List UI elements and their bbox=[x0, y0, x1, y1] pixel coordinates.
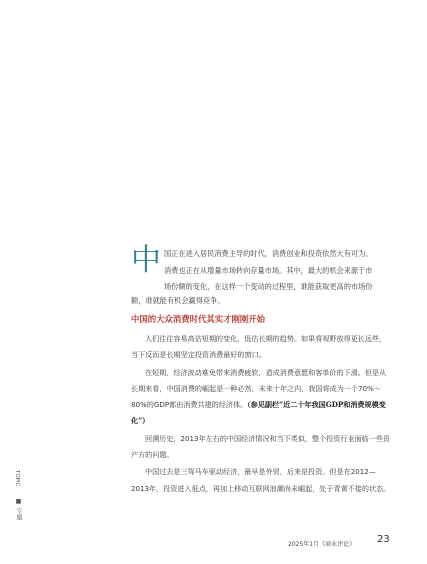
section-side-code: TOPIC bbox=[14, 470, 20, 487]
body-paragraph: 中国过去是三驾马车驱动经济，最早是外贸，后来是投资。但是在2012—2013年，投资进入低点，再加上移动互联网浪潮尚未崛起，处于青黄不接的状态。 bbox=[131, 467, 391, 493]
body-paragraph: 人们往往容易高估短期的变化，低估长期的趋势。如果将视野放得更长远些，当下反而是长期坚定投资消费最好的窗口。 bbox=[131, 334, 387, 360]
body-paragraph bbox=[131, 365, 393, 430]
intro-line: 消费也正在从增量市场转向存量市场。其中，最大的机会来源于市 bbox=[164, 265, 373, 275]
section-heading: 中国的大众消费时代其实才刚刚开始 bbox=[131, 314, 265, 324]
footer-source: 2025年1月《商业评论》 bbox=[288, 541, 356, 548]
intro-paragraph bbox=[164, 246, 384, 296]
drop-cap: 中 bbox=[131, 243, 161, 278]
body-paragraph: 回溯历史，2013年左右的中国经济情况和当下类似，整个投资行业面临一些资产方的问题。 bbox=[131, 433, 391, 460]
section-side-label: ■ 专题 bbox=[15, 498, 22, 521]
sidebar-reference: （参见副栏“近二十年我国GDP和消费规模变化”） bbox=[131, 400, 386, 426]
page-number: 23 bbox=[377, 534, 390, 545]
intro-last-line: 额，谁就能有机会赢得竞争。 bbox=[131, 296, 225, 305]
article-body bbox=[131, 331, 393, 497]
body-text: 在短期，经济波动难免带来消费疲软，造成消费意愿和客单价的下滑。但是从长期来看，中国消费的崛起是一种必然，未来十年之内，我国将成为一个70%～80%的GDP都由消费共建的经济体。 bbox=[131, 367, 387, 410]
intro-line: 场份额的变化，在这样一个变动的过程里，谁能获取更高的市场份 bbox=[164, 282, 373, 291]
intro-line: 国正在进入居民消费主导的时代，消费创业和投资依然大有可为。 bbox=[164, 249, 373, 258]
